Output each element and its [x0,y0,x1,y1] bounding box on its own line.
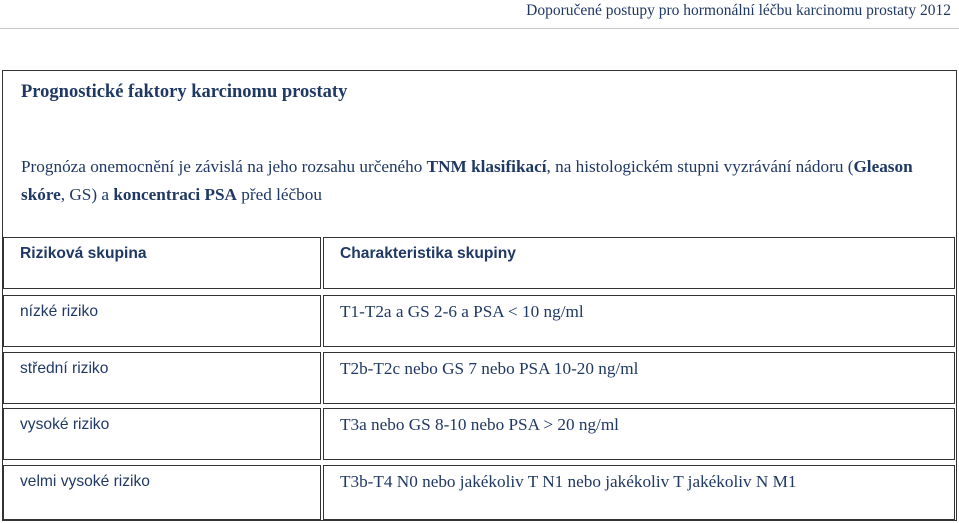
table-cell-characteristics: T1-T2a a GS 2-6 a PSA < 10 ng/ml [323,295,955,347]
table-header-characteristics: Charakteristika skupiny [323,237,955,289]
section-title: Prognostické faktory karcinomu prostaty [21,82,348,102]
running-header: Doporučené postupy pro hormonální léčbu karcinomu prostaty 2012 [526,2,951,19]
content-box [2,70,957,521]
table-cell-risk-group: nízké riziko [3,295,321,347]
intro-text-2: , na histologickém stupni vyzrávání nádoru ( [546,157,854,176]
header-divider [0,28,959,29]
intro-bold-tnm: TNM klasifikací [426,157,547,176]
intro-text-4: před léčbou [236,185,322,204]
table-cell-risk-group: vysoké riziko [3,408,321,460]
intro-bold-psa: koncentraci PSA [113,185,237,204]
table-cell-characteristics: T2b-T2c nebo GS 7 nebo PSA 10-20 ng/ml [323,352,955,404]
table-cell-risk-group: velmi vysoké riziko [3,465,321,520]
intro-paragraph [21,153,946,209]
table-cell-characteristics: T3a nebo GS 8-10 nebo PSA > 20 ng/ml [323,408,955,460]
intro-bold-gleason: Gleason skóre [21,157,913,204]
table-header-risk-group: Riziková skupina [3,237,321,289]
intro-text-3: , GS) a [60,185,114,204]
table-cell-characteristics: T3b-T4 N0 nebo jakékoliv T N1 nebo jakékoliv T jakékoliv N M1 [323,465,955,520]
intro-text-1: Prognóza onemocnění je závislá na jeho rozsahu určeného [21,157,427,176]
table-cell-risk-group: střední riziko [3,352,321,404]
